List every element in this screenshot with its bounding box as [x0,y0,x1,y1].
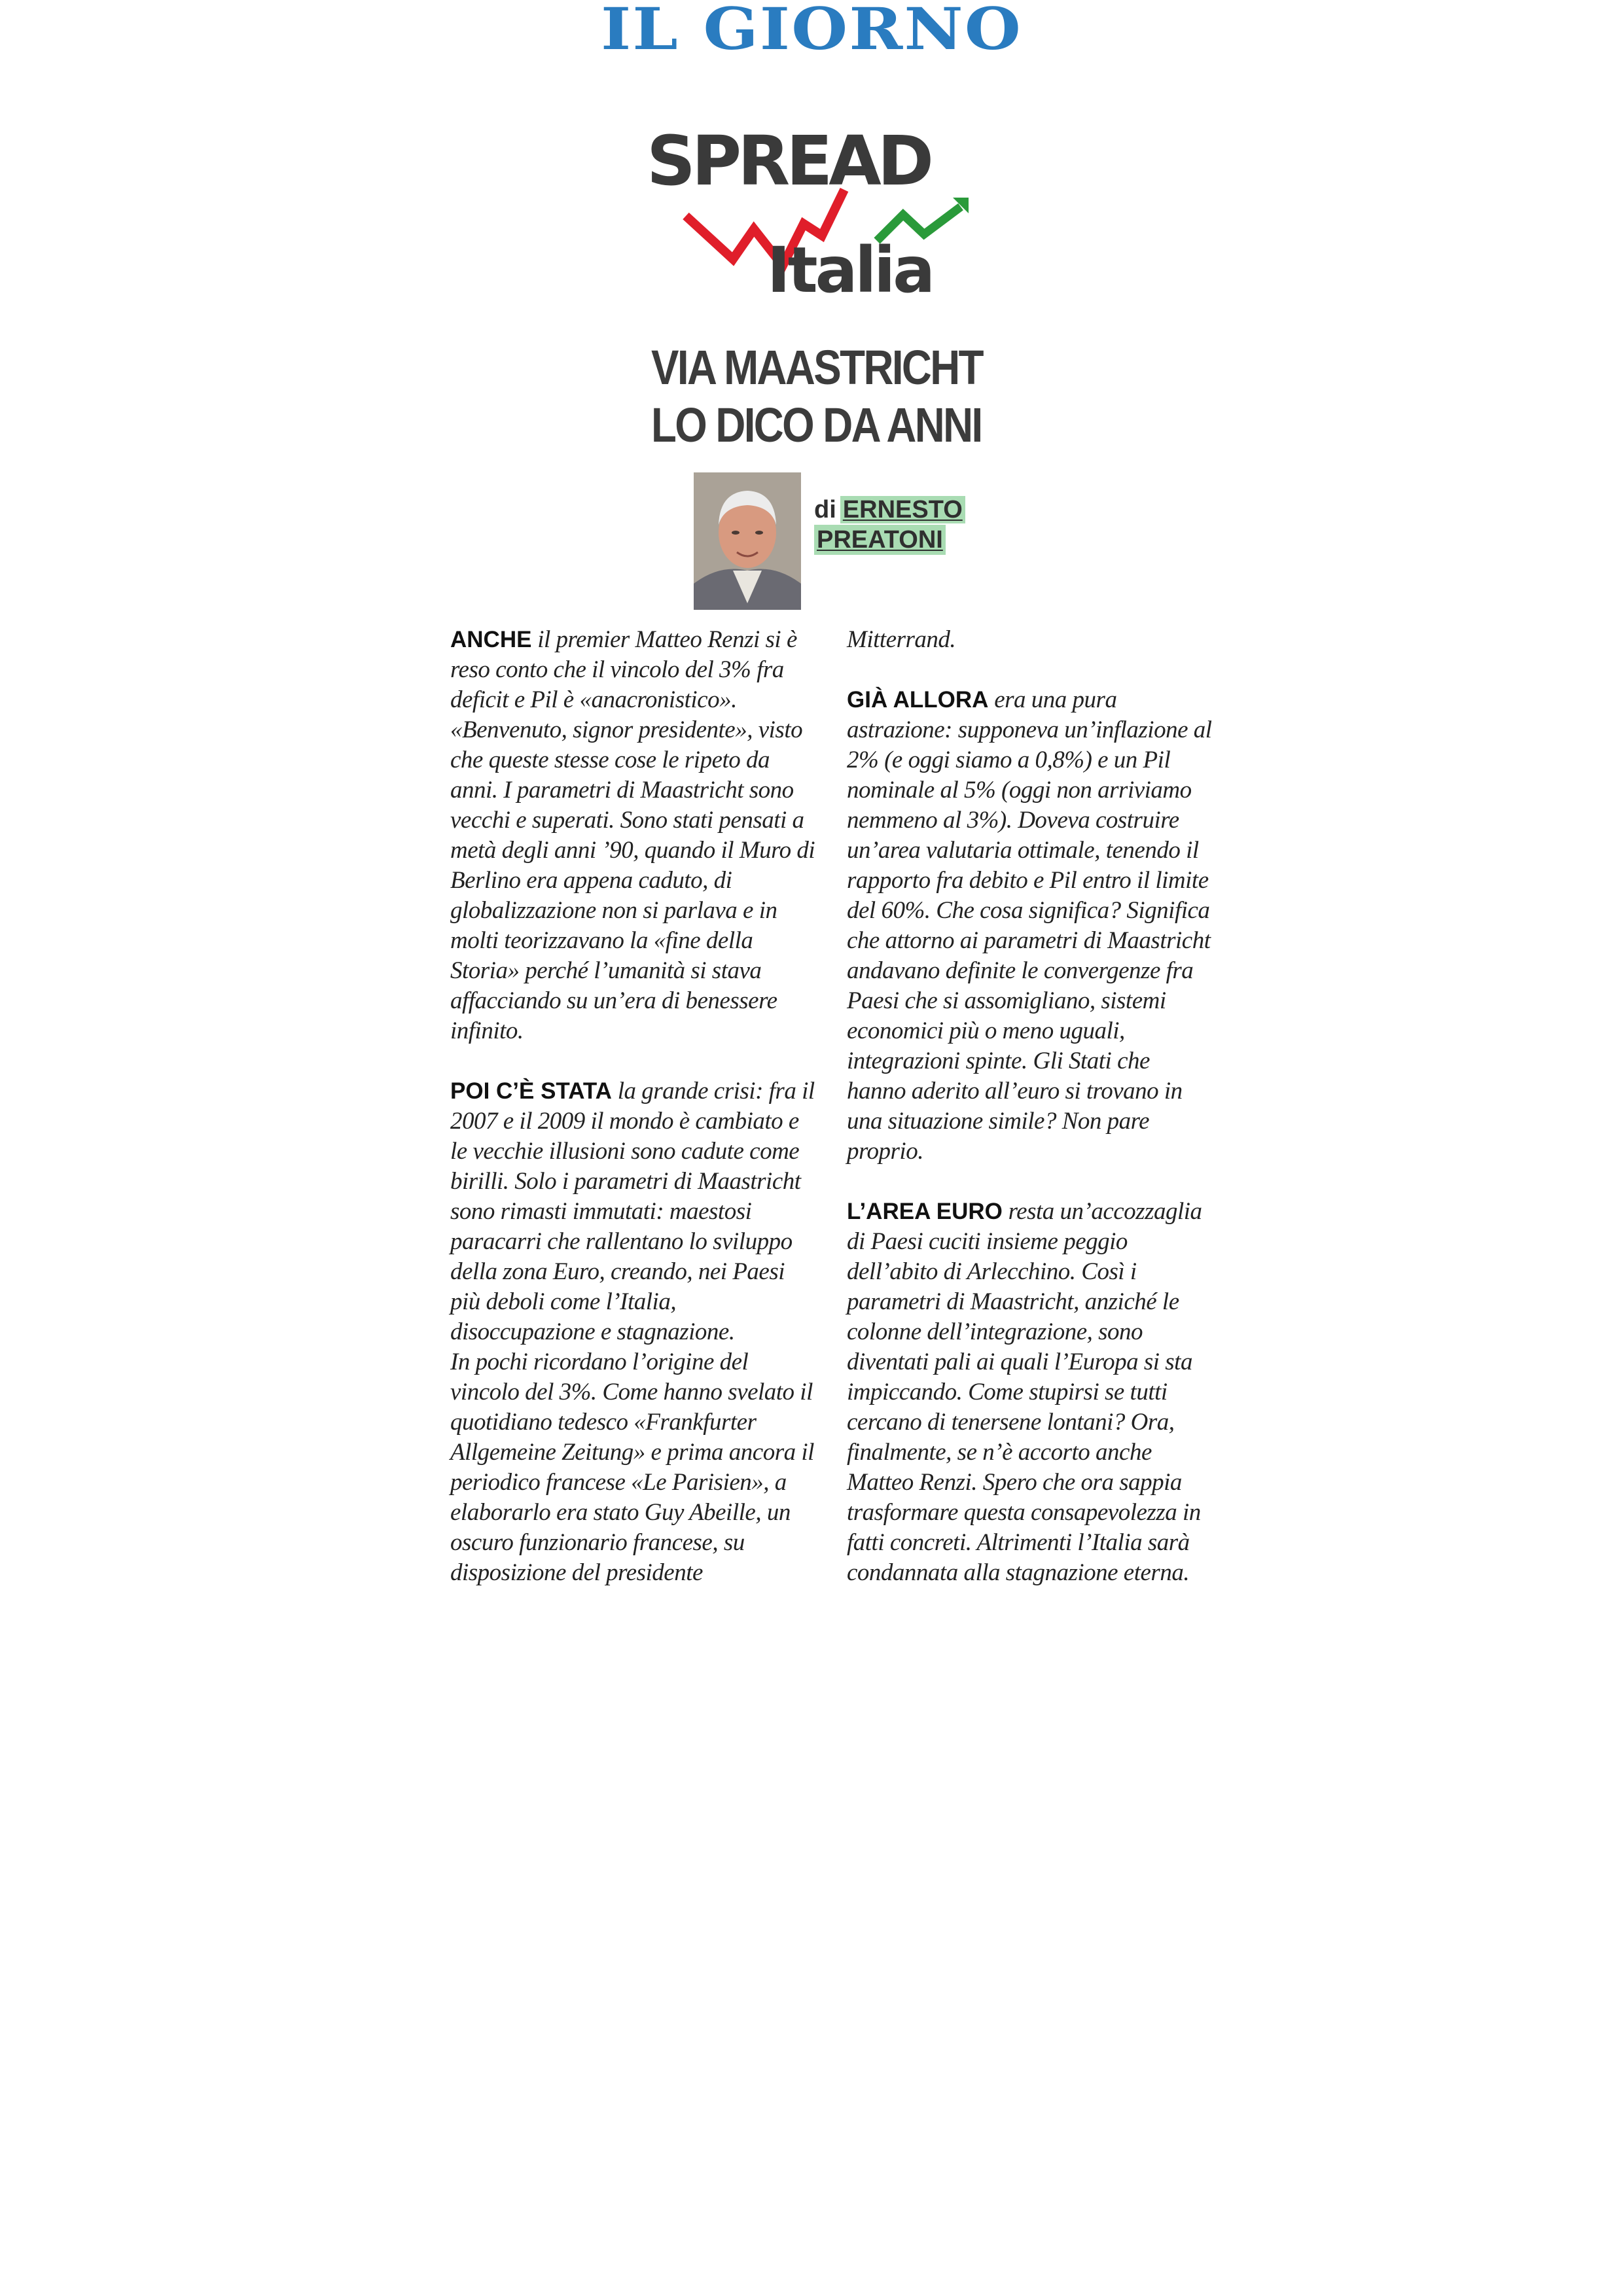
paragraph-poi-ce-stata [450,1076,817,1347]
paragraph-text: Mitterrand. [847,626,956,653]
headline-line-1: VIA MAASTRICHT [651,340,982,395]
masthead-logo [0,0,1623,63]
paragraph-text: la grande crisi: fra il 2007 e il 2009 il mondo è cambiato e le vecchie illusioni sono cadute come birilli. Solo i parametri di Maastricht sono rimasti immutati: maestosi paracarri che rallentano lo sviluppo della zona Euro, creando, nei Paesi più deboli come l’Italia, disoccupazione e stagnazione. [450,1078,815,1345]
paragraph-lead: L’AREA EURO [847,1199,1003,1224]
author-last-name: PREATONI [814,525,946,555]
author-photo [694,472,801,610]
paragraph-mitterrand [847,625,1213,655]
author-byline [814,495,965,555]
author-first-name: ERNESTO [840,496,965,523]
article-column-left [450,625,817,1588]
paragraph-text: resta un’accozzaglia di Paesi cuciti insieme peggio dell’abito di Arlecchino. Così i parametri di Maastricht, anziché le colonne dell’integrazione, sono diventati pali ai quali l’Europa si sta impiccando. Come stupirsi se tutti cercano di tenersene lontani? Ora, finalmente, se n’è accorto anche Matteo Renzi. Spero che ora sappia trasformare questa consapevolezza in fatti concreti. Altrimenti l’Italia sarà condannata alla stagnazione eterna. [847,1198,1202,1586]
paragraph-lead: ANCHE [450,627,532,652]
author-portrait-image [694,472,801,610]
graphic-word-italia: Italia [767,234,933,301]
paragraph-anche [450,625,817,1046]
paragraph-lead: GIÀ ALLORA [847,687,989,713]
byline-prefix: di [814,496,836,523]
paragraph-lead: POI C’È STATA [450,1078,612,1104]
headline-line-2: LO DICO DA ANNI [651,398,982,452]
paragraph-text: In pochi ricordano l’origine del vincolo del 3%. Come hanno svelato il quotidiano tedesco «Frankfurter Allgemeine Zeitung» e prima ancora il periodico francese «Le Parisien», a elaborarlo era stato Guy Abeille, un oscuro funzionario francese, su disposizione del presidente [450,1349,814,1586]
paragraph-text: il premier Matteo Renzi si è reso conto che il vincolo del 3% fra deficit e Pil è «anacronistico». «Benvenuto, signor presidente», visto che queste stesse cose le ripeto da anni. I parametri di Maastricht sono vecchi e superati. Sono stati pensati a metà degli anni ’90, quando il Muro di Berlino era appena caduto, di globalizzazione non si parlava e in molti teorizzavano la «fine della Storia» perché l’umanità si stava affacciando su un’era di benessere infinito. [450,626,815,1044]
spread-italia-graphic [628,131,1001,301]
article-headline [651,339,982,454]
graphic-word-spread: SPREAD [647,131,931,201]
paragraph-gia-allora [847,685,1213,1167]
paragraph-origine-vincolo [450,1347,817,1588]
paragraph-area-euro [847,1197,1213,1588]
article-column-right [847,625,1213,1588]
spread-italia-logo [628,131,1001,301]
masthead-title: IL GIORNO [601,0,1022,63]
paragraph-text: era una pura astrazione: supponeva un’inflazione al 2% (e oggi siamo a 0,8%) e un Pil nominale al 5% (oggi non arriviamo nemmeno al 3%). Doveva costruire un’area valutaria ottimale, tenendo il rapporto fra debito e Pil entro il limite del 60%. Che cosa significa? Significa che attorno ai parametri di Maastricht andavano definite le convergenze fra Paesi che si assomigliano, sistemi economici più o meno uguali, integrazioni spinte. Gli Stati che hanno aderito all’euro si trovano in una situazione simile? Non pare proprio. [847,686,1212,1165]
